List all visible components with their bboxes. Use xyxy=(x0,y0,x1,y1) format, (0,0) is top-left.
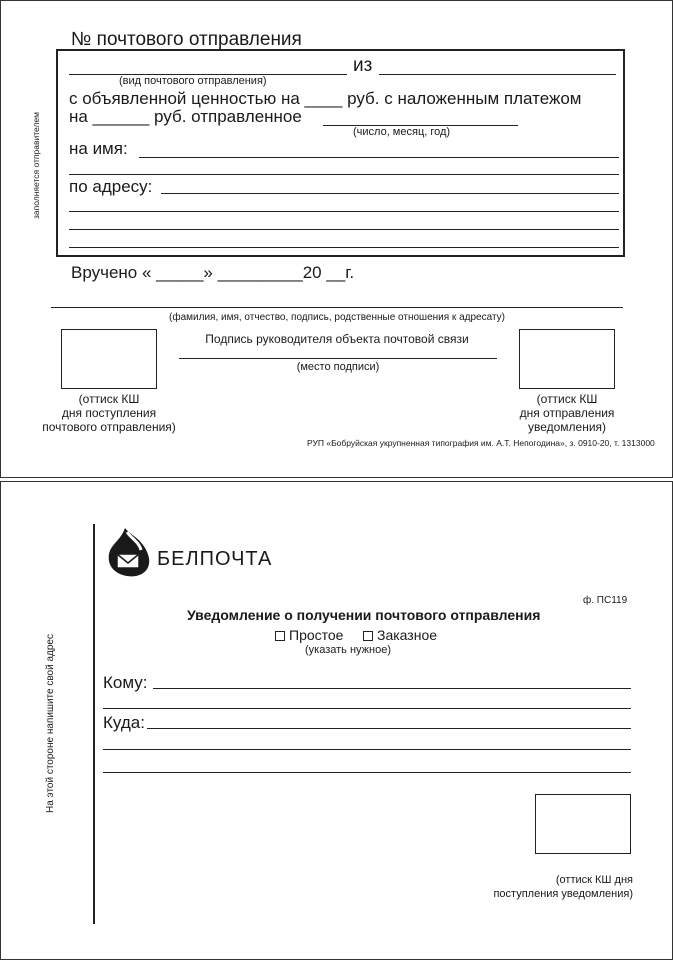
logo-text: БЕЛПОЧТА xyxy=(157,548,273,570)
signature-title: Подпись руководителя объекта почтовой связи xyxy=(205,332,469,346)
name-field-extra[interactable] xyxy=(69,174,619,175)
to-whom-field[interactable] xyxy=(153,688,631,689)
where-field-1[interactable] xyxy=(147,728,631,729)
declared-value-line: с объявленной ценностью на ____ руб. с наложенным платежом xyxy=(69,89,582,108)
simple-checkbox[interactable] xyxy=(275,631,285,641)
dispatch-stamp-caption: (оттиск КШ дня отправления уведомления) xyxy=(519,392,615,434)
date-hint: (число, месяц, год) xyxy=(353,126,451,138)
vertical-divider xyxy=(93,524,95,924)
notification-stamp-caption: (оттиск КШ дня поступления уведомления) xyxy=(493,874,633,900)
where-field-2[interactable] xyxy=(103,749,631,750)
option-hint: (указать нужное) xyxy=(305,644,391,656)
arrival-stamp-box xyxy=(61,329,157,389)
sender-side-note: заполняется отправителем xyxy=(31,111,41,219)
signature-place-field[interactable] xyxy=(179,358,497,359)
recipient-hint: (фамилия, имя, отчество, подпись, родственные отношения к адресату) xyxy=(169,312,505,323)
delivered-line: Вручено « _____» _________20 __г. xyxy=(71,263,355,282)
notification-front-side xyxy=(0,0,673,478)
to-whom-label: Кому: xyxy=(103,673,148,692)
address-label: по адресу: xyxy=(69,177,153,196)
return-address-side-note: На этой стороне напишите свой адрес xyxy=(45,634,56,813)
arrival-stamp-caption: (оттиск КШ дня поступления почтового отправления) xyxy=(42,392,176,434)
option-simple-label: Простое xyxy=(289,627,344,643)
printer-info: РУП «Бобруйская укрупненная типография им. А.Т. Непогодина», з. 0910-20, т. 1313000 xyxy=(307,438,655,448)
item-type-hint: (вид почтового отправления) xyxy=(119,75,267,87)
from-label: из xyxy=(353,55,373,76)
amount-line: на ______ руб. отправленное xyxy=(69,107,302,126)
recipient-signature-field[interactable] xyxy=(51,307,623,308)
registered-checkbox[interactable] xyxy=(363,631,373,641)
address-field-2[interactable] xyxy=(69,211,619,212)
name-label: на имя: xyxy=(69,139,128,158)
form-code: ф. ПС119 xyxy=(583,595,628,606)
notification-back-side xyxy=(0,481,673,960)
option-registered-label: Заказное xyxy=(377,627,438,643)
dispatch-stamp-box xyxy=(519,329,615,389)
notification-stamp-box xyxy=(535,794,631,854)
postal-item-number-label: № почтового отправления xyxy=(71,29,302,50)
address-field-1[interactable] xyxy=(161,193,619,194)
notification-title: Уведомление о получении почтового отправления xyxy=(187,607,541,623)
option-simple[interactable] xyxy=(275,627,343,643)
belpochta-logo-icon xyxy=(105,522,157,580)
from-field[interactable] xyxy=(379,74,616,75)
signature-place-hint: (место подписи) xyxy=(296,361,380,373)
where-label: Куда: xyxy=(103,713,145,732)
to-whom-field-extra[interactable] xyxy=(103,708,631,709)
address-field-4[interactable] xyxy=(69,247,619,248)
name-field[interactable] xyxy=(139,157,619,158)
where-field-3[interactable] xyxy=(103,772,631,773)
option-registered[interactable] xyxy=(363,627,437,643)
address-field-3[interactable] xyxy=(69,229,619,230)
